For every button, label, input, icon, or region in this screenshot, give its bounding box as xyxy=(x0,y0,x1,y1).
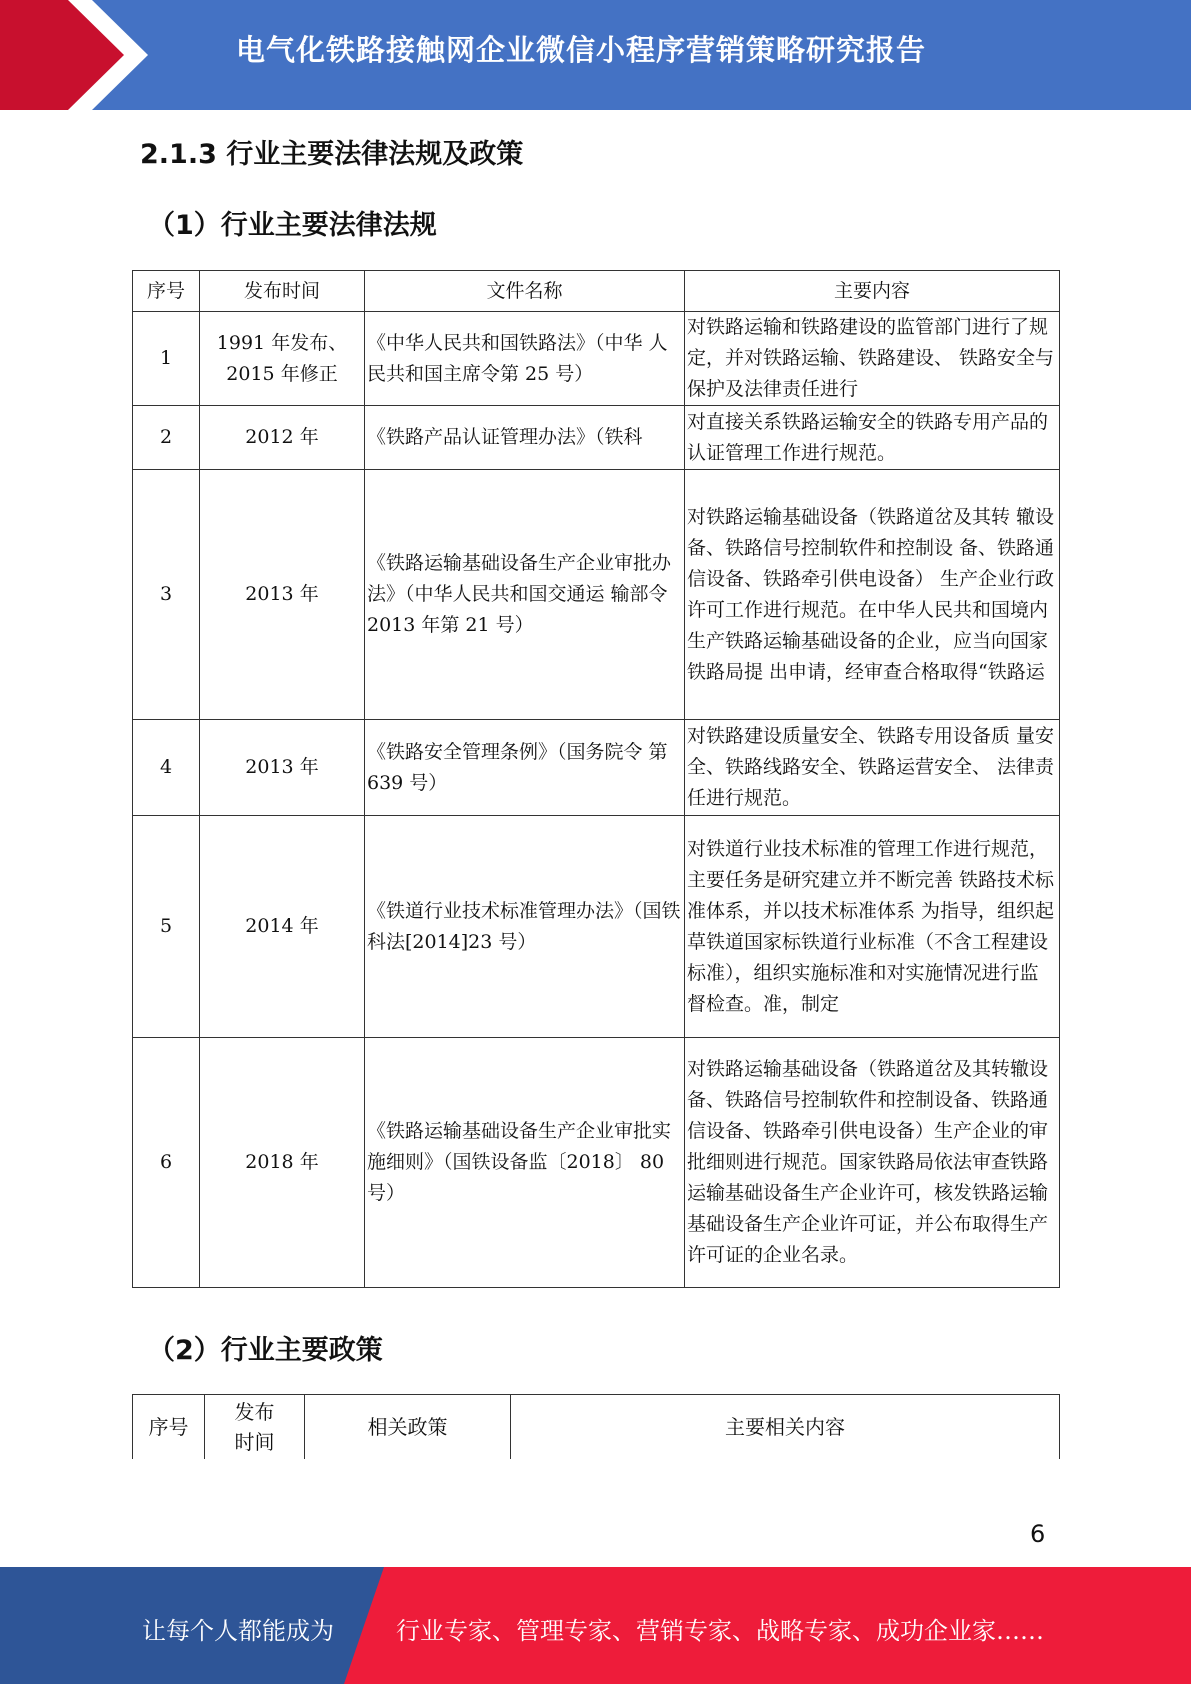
cell-time: 2013 年 xyxy=(200,720,365,816)
cell-content: 对铁路运输基础设备（铁路道岔及其转辙设备、铁路信号控制软件和控制设备、铁路通信设备、铁路牵引供电设备）生产企业的审批细则进行规范。国家铁路局依法审查铁路运输基础设备生产企业许可，核发铁路运输基础设备生产企业许可证，并公布取得生产许可证的企业名录。 xyxy=(685,1038,1060,1288)
cell-no: 6 xyxy=(133,1038,200,1288)
cell-no: 3 xyxy=(133,470,200,720)
footer-slogan-right: 行业专家、管理专家、营销专家、战略专家、成功企业家…… xyxy=(396,1617,1044,1645)
table-row xyxy=(133,720,1060,816)
cell-content: 对直接关系铁路运输安全的铁路专用产品的认证管理工作进行规范。 xyxy=(685,406,1060,470)
footer-slogan-left: 让每个人都能成为 xyxy=(142,1617,334,1645)
policies-table xyxy=(132,1394,1060,1459)
cell-name: 《铁路运输基础设备生产企业审批实施细则》（国铁设备监〔2018〕 80 号） xyxy=(365,1038,685,1288)
table-row xyxy=(133,1038,1060,1288)
cell-name: 《中华人民共和国铁路法》（中华 人民共和国主席令第 25 号） xyxy=(365,312,685,406)
cell-no: 4 xyxy=(133,720,200,816)
cell-no: 2 xyxy=(133,406,200,470)
table-row xyxy=(133,816,1060,1038)
cell-time: 2018 年 xyxy=(200,1038,365,1288)
cell-time: 1991 年发布、2015 年修正 xyxy=(200,312,365,406)
laws-table xyxy=(132,270,1060,1288)
cell-content: 对铁道行业技术标准的管理工作进行规范，主要任务是研究建立并不断完善 铁路技术标准体系，并以技术标准体系 为指导，组织起草铁道国家标铁道行业标准（不含工程建设标准），组织实施标准和对实施情况进行监督检查。准，制定 xyxy=(685,816,1060,1038)
cell-name: 《铁路产品认证管理办法》（铁科 xyxy=(365,406,685,470)
header-cell-no: 序号 xyxy=(133,1395,205,1460)
header-banner xyxy=(0,0,1191,110)
subsection-heading-laws: （1）行业主要法律法规 xyxy=(148,210,437,241)
table-row xyxy=(133,470,1060,720)
cell-no: 1 xyxy=(133,312,200,406)
cell-no: 5 xyxy=(133,816,200,1038)
table-header-row xyxy=(133,1395,1060,1460)
header-cell-time: 发布时间 xyxy=(205,1395,305,1460)
cell-content: 对铁路运输和铁路建设的监管部门进行了规定，并对铁路运输、铁路建设、 铁路安全与保护及法律责任进行 xyxy=(685,312,1060,406)
subsection-heading-policies: （2）行业主要政策 xyxy=(148,1335,383,1366)
page-number: 6 xyxy=(1030,1520,1046,1548)
header-cell-content: 主要相关内容 xyxy=(511,1395,1060,1460)
cell-time: 2013 年 xyxy=(200,470,365,720)
section-heading: 2.1.3 行业主要法律法规及政策 xyxy=(140,139,524,170)
cell-content: 对铁路运输基础设备（铁路道岔及其转 辙设备、铁路信号控制软件和控制设 备、铁路通信设备、铁路牵引供电设备） 生产企业行政许可工作进行规范。在中华人民共和国境内生产铁路运输基础设备的企业，应当向国家铁路局提 出申请，经审查合格取得“铁路运 xyxy=(685,470,1060,720)
header-cell-content: 主要内容 xyxy=(685,271,1060,312)
header-cell-policy: 相关政策 xyxy=(305,1395,511,1460)
table-header-row xyxy=(133,271,1060,312)
cell-name: 《铁道行业技术标准管理办法》（国铁科法[2014]23 号） xyxy=(365,816,685,1038)
header-cell-no: 序号 xyxy=(133,271,200,312)
cell-content: 对铁路建设质量安全、铁路专用设备质 量安全、铁路线路安全、铁路运营安全、 法律责任进行规范。 xyxy=(685,720,1060,816)
header-cell-name: 文件名称 xyxy=(365,271,685,312)
table-row xyxy=(133,312,1060,406)
footer-banner xyxy=(0,1567,1191,1684)
header-cell-time: 发布时间 xyxy=(200,271,365,312)
report-title: 电气化铁路接触网企业微信小程序营销策略研究报告 xyxy=(236,33,927,67)
cell-name: 《铁路安全管理条例》（国务院令 第 639 号） xyxy=(365,720,685,816)
cell-name: 《铁路运输基础设备生产企业审批办法》（中华人民共和国交通运 输部令 2013 年第 21 号） xyxy=(365,470,685,720)
cell-time: 2014 年 xyxy=(200,816,365,1038)
table-row xyxy=(133,406,1060,470)
cell-time: 2012 年 xyxy=(200,406,365,470)
